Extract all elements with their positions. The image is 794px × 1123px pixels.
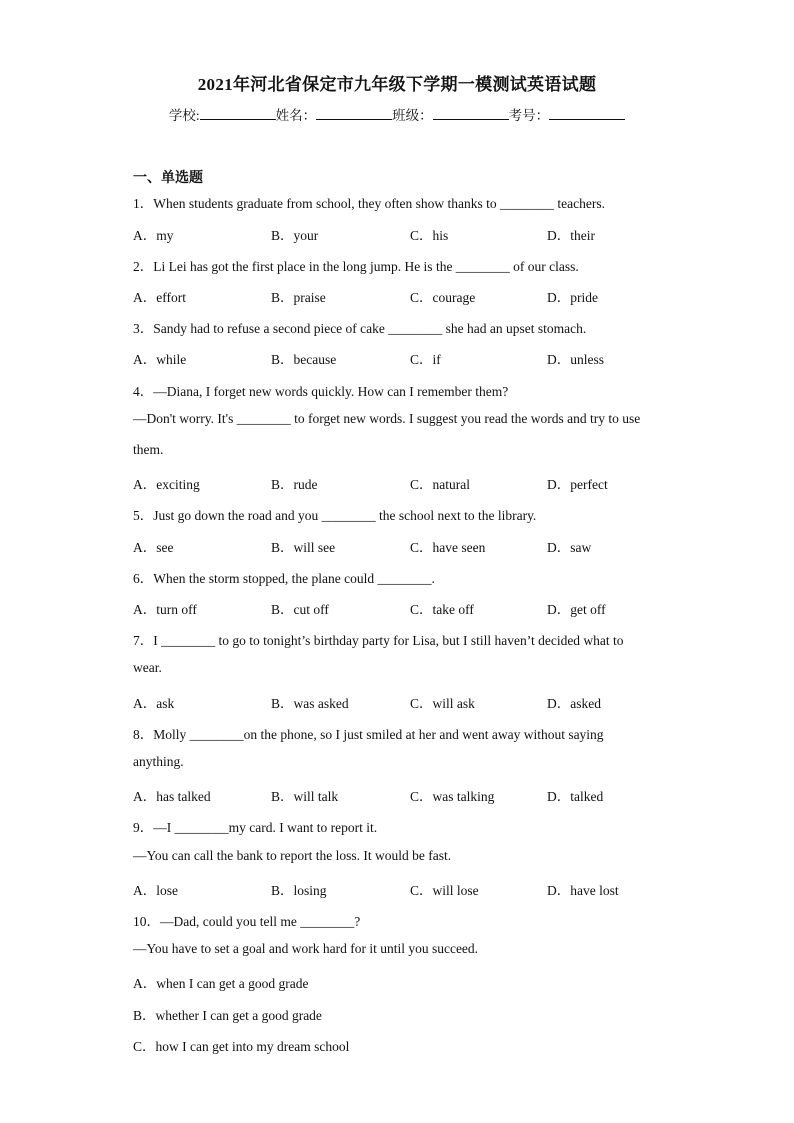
option: C．will ask	[410, 696, 475, 711]
option: B．your	[271, 228, 319, 243]
option: B．because	[271, 352, 337, 367]
option: A．ask	[133, 696, 175, 711]
option: D．unless	[547, 352, 604, 367]
option: C．will lose	[410, 883, 479, 898]
option: D．get off	[547, 602, 606, 617]
option: C．his	[410, 228, 449, 243]
option: A．turn off	[133, 602, 197, 617]
question-stem: 5．Just go down the road and you ________ the school next to the library.	[133, 508, 537, 523]
question-stem-line: —You have to set a goal and work hard for it until you succeed.	[133, 941, 479, 956]
question-stem: 8．Molly ________on the phone, so I just smiled at her and went away without saying	[133, 727, 604, 742]
question-stem: 7．I ________ to go to tonight’s birthday party for Lisa, but I still haven’t decided what to	[133, 633, 624, 648]
question-stem-line: them.	[133, 442, 164, 457]
option: B．was asked	[271, 696, 349, 711]
option: D．perfect	[547, 477, 608, 492]
class-blank	[433, 107, 509, 120]
question-stem: 6．When the storm stopped, the plane could ________.	[133, 571, 435, 586]
number-blank	[549, 107, 625, 120]
option: D．have lost	[547, 883, 619, 898]
option: C．was talking	[410, 789, 495, 804]
option: B．cut off	[271, 602, 329, 617]
option-line: C．how I can get into my dream school	[133, 1039, 350, 1054]
question-stem: 3．Sandy had to refuse a second piece of cake ________ she had an upset stomach.	[133, 321, 587, 336]
question-stem: 9．—I ________my card. I want to report it.	[133, 820, 378, 835]
question-stem-line: wear.	[133, 660, 162, 675]
question-stem: 2．Li Lei has got the first place in the long jump. He is the ________ of our class.	[133, 259, 579, 274]
number-label: 考号：	[508, 108, 550, 123]
option: C．take off	[410, 602, 474, 617]
class-label: 班级：	[392, 108, 433, 123]
option: D．asked	[547, 696, 601, 711]
option: A．exciting	[133, 477, 200, 492]
question-stem: 4．—Diana, I forget new words quickly. How can I remember them?	[133, 384, 509, 399]
option: C．have seen	[410, 540, 486, 555]
question-stem: 10．—Dad, could you tell me ________?	[133, 914, 361, 929]
option: A．effort	[133, 290, 186, 305]
question-stem-line: —You can call the bank to report the loss. It would be fast.	[133, 848, 452, 863]
option: A．has talked	[133, 789, 211, 804]
option: B．will talk	[271, 789, 339, 804]
option: D．pride	[547, 290, 598, 305]
student-info-line	[0, 104, 794, 124]
name-label: 姓名：	[275, 108, 317, 123]
option: A．while	[133, 352, 187, 367]
option: D．talked	[547, 789, 604, 804]
exam-title: 2021年河北省保定市九年级下学期一模测试英语试题	[197, 75, 597, 94]
question-stem-line: —Don't worry. It's ________ to forget new words. I suggest you read the words and try to use	[133, 411, 641, 426]
option-line: B．whether I can get a good grade	[133, 1008, 322, 1023]
option: A．my	[133, 228, 174, 243]
option: C．if	[410, 352, 441, 367]
option: B．will see	[271, 540, 336, 555]
option: B．losing	[271, 883, 327, 898]
question-stem: 1．When students graduate from school, they often show thanks to ________ teachers.	[133, 196, 606, 211]
option: B．rude	[271, 477, 318, 492]
school-label: 学校:	[168, 108, 200, 123]
option: A．see	[133, 540, 174, 555]
option: D．their	[547, 228, 595, 243]
school-blank	[200, 107, 276, 120]
option: A．lose	[133, 883, 178, 898]
option: C．natural	[410, 477, 470, 492]
option: C．courage	[410, 290, 476, 305]
name-blank	[316, 107, 392, 120]
option-line: A．when I can get a good grade	[133, 976, 309, 991]
question-stem-line: anything.	[133, 754, 184, 769]
option: B．praise	[271, 290, 326, 305]
option: D．saw	[547, 540, 592, 555]
section-title: 一、单选题	[133, 171, 203, 186]
